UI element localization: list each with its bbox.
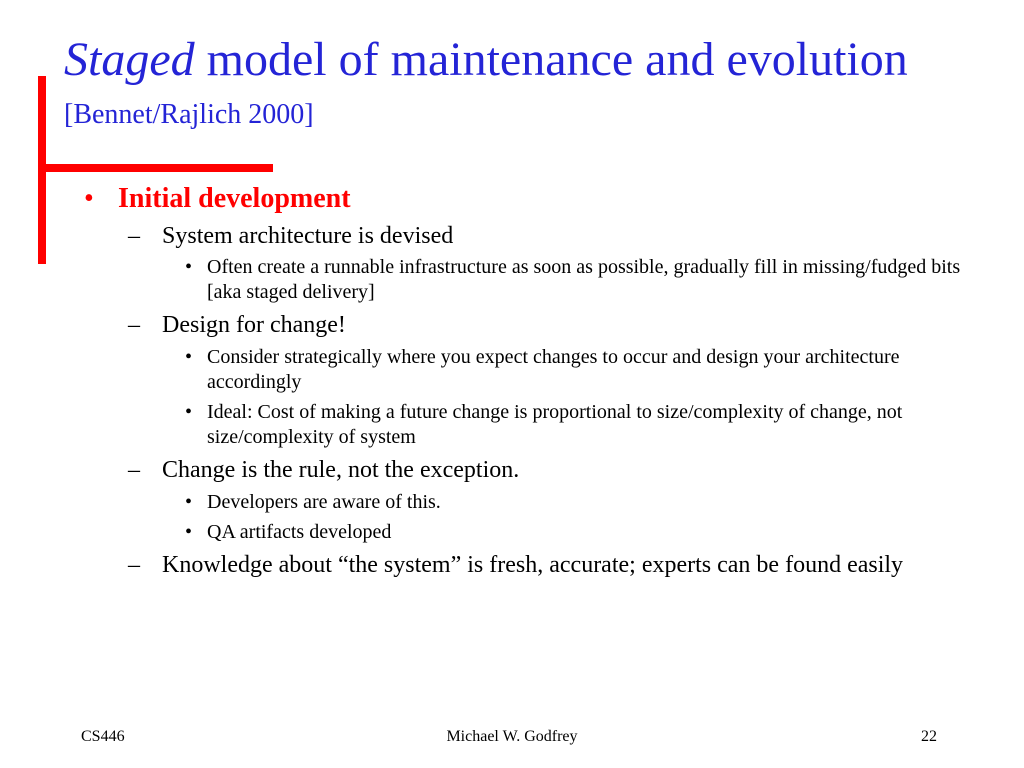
dash-marker: – — [128, 551, 140, 578]
bullet-marker: • — [185, 256, 193, 279]
item-text: Consider strategically where you expect changes to occur and design your architecture accordingly — [207, 346, 900, 394]
bullet-marker: • — [84, 183, 94, 214]
slide-subtitle: [Bennet/Rajlich 2000] — [64, 99, 314, 130]
footer-course: CS446 — [81, 728, 125, 745]
subpoint-knowledge-fresh — [128, 551, 984, 580]
footer-author: Michael W. Godfrey — [446, 728, 578, 745]
subpoint-text: Knowledge about “the system” is fresh, accurate; experts can be found easily — [162, 551, 904, 578]
item-runnable-infrastructure — [185, 255, 984, 305]
dash-marker: – — [128, 312, 140, 339]
subpoint-text: System architecture is devised — [162, 222, 454, 249]
dash-marker: – — [128, 222, 140, 249]
subpoint-system-architecture — [128, 222, 984, 251]
item-text: Often create a runnable infrastructure as soon as possible, gradually fill in missing/fudged bits [aka staged delivery] — [207, 256, 961, 304]
item-text: Ideal: Cost of making a future change is proportional to size/complexity of change, not size/complexity of system — [207, 401, 903, 449]
bullet-label: Initial development — [118, 183, 351, 214]
dash-marker: – — [128, 457, 140, 484]
bullet-marker: • — [185, 490, 193, 513]
item-ideal-cost — [185, 400, 984, 450]
bullet-initial-development — [84, 182, 984, 216]
slide-body — [0, 182, 1024, 585]
bullet-marker: • — [185, 520, 193, 543]
footer-page-number: 22 — [921, 728, 937, 745]
bullet-marker: • — [185, 346, 193, 369]
item-text: QA artifacts developed — [207, 520, 392, 543]
item-consider-strategically — [185, 345, 984, 395]
subpoint-design-for-change — [128, 311, 984, 340]
title-emphasis: Staged — [64, 33, 195, 86]
bullet-marker: • — [185, 401, 193, 424]
item-developers-aware — [185, 490, 984, 515]
subpoint-change-is-the-rule — [128, 456, 984, 485]
title-rest: model of maintenance and evolution — [194, 33, 908, 86]
subpoint-text: Design for change! — [162, 312, 346, 339]
accent-bar-horizontal — [38, 164, 273, 172]
slide-title — [64, 34, 908, 87]
item-qa-artifacts — [185, 520, 984, 545]
subpoint-text: Change is the rule, not the exception. — [162, 457, 520, 484]
item-text: Developers are aware of this. — [207, 490, 441, 513]
